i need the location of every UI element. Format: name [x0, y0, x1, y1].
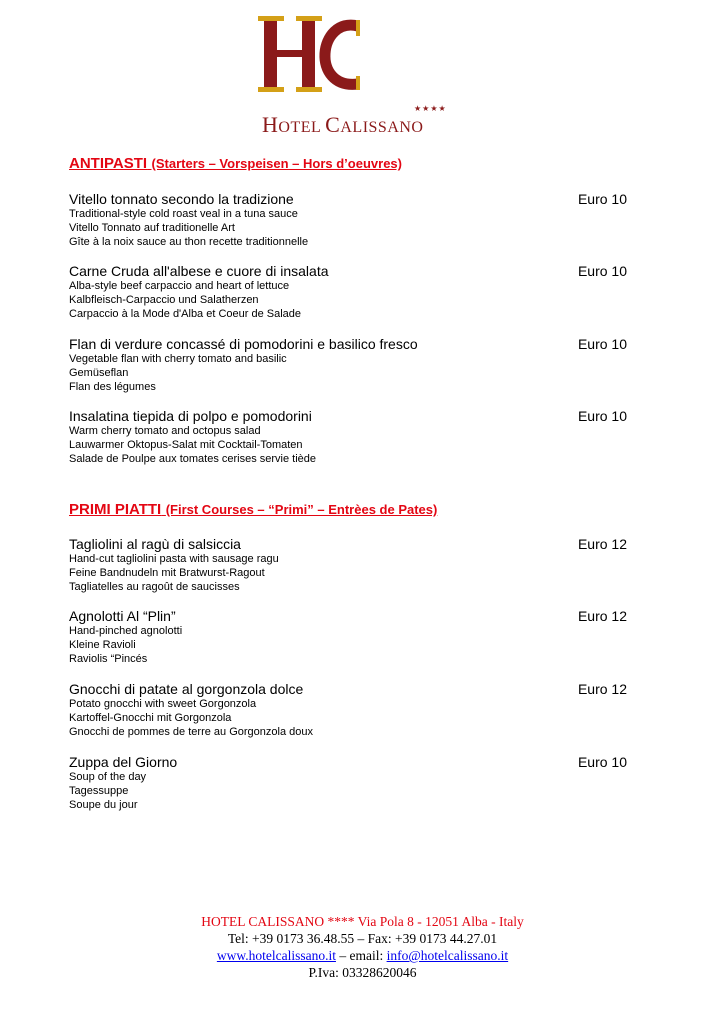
section-subtitle: (Starters – Vorspeisen – Hors d’oeuvres) [151, 156, 402, 171]
website-link[interactable]: www.hotelcalissano.it [216, 948, 336, 963]
item-desc-en: Hand-cut tagliolini pasta with sausage ragu [69, 553, 279, 565]
item-desc-en: Alba-style beef carpaccio and heart of lettuce [69, 280, 290, 292]
item-desc-de: Kartoffel-Gnocchi mit Gorgonzola [69, 712, 232, 724]
item-desc-fr: Raviolis “Pincés [69, 653, 148, 665]
item-price: Euro 10 [577, 754, 627, 770]
item-desc-de: Kleine Ravioli [69, 639, 136, 651]
hotel-logo [258, 12, 468, 137]
item-desc-fr: Gîte à la noix sauce au thon recette traditionnelle [69, 236, 309, 248]
hotel-stars: ★★★★ [414, 104, 447, 113]
item-desc-en: Warm cherry tomato and octopus salad [69, 425, 261, 437]
section-subtitle: (First Courses – “Primi” – Entrèes de Pates) [165, 502, 438, 517]
item-desc-fr: Tagliatelles au ragoût de saucisses [69, 581, 240, 593]
footer-address: HOTEL CALISSANO **** Via Pola 8 - 12051 Alba - Italy [201, 914, 524, 929]
item-desc-fr: Carpaccio à la Mode d'Alba et Coeur de Salade [69, 308, 302, 320]
item-price: Euro 10 [577, 336, 627, 352]
email-link[interactable]: info@hotelcalissano.it [386, 948, 509, 963]
item-name: Gnocchi di patate al gorgonzola dolce [69, 681, 304, 697]
email-label: – email: [335, 948, 387, 963]
item-desc-fr: Soupe du jour [69, 799, 138, 811]
footer-phone-fax: Tel: +39 0173 36.48.55 – Fax: +39 0173 44.27.01 [227, 931, 498, 946]
menu-item [69, 608, 629, 666]
item-desc-de: Gemüseflan [69, 367, 129, 379]
section-main-title: PRIMI PIATTI [69, 501, 162, 518]
footer-contact-line [0, 947, 725, 964]
item-desc-de: Feine Bandnudeln mit Bratwurst-Ragout [69, 567, 265, 579]
item-desc-en: Hand-pinched agnolotti [69, 625, 183, 637]
menu-item [69, 336, 629, 394]
menu-item [69, 681, 629, 739]
item-price: Euro 10 [577, 408, 627, 424]
item-desc-en: Traditional-style cold roast veal in a tuna sauce [69, 208, 298, 220]
section-main-title: ANTIPASTI [69, 155, 148, 172]
item-name: Tagliolini al ragù di salsiccia [69, 536, 241, 552]
item-name: Zuppa del Giorno [69, 754, 178, 770]
item-name: Agnolotti Al “Plin” [69, 608, 176, 624]
section-title-antipasti [69, 155, 402, 173]
menu-item [69, 754, 629, 812]
menu-item [69, 191, 629, 249]
item-price: Euro 12 [577, 536, 627, 552]
item-desc-en: Potato gnocchi with sweet Gorgonzola [69, 698, 257, 710]
section-title-primi-piatti [69, 501, 437, 519]
menu-item [69, 408, 629, 466]
item-desc-de: Lauwarmer Oktopus-Salat mit Cocktail-Tomaten [69, 439, 303, 451]
item-name: Insalatina tiepida di polpo e pomodorini [69, 408, 312, 424]
menu-item [69, 263, 629, 321]
item-desc-de: Tagessuppe [69, 785, 129, 797]
item-desc-de: Vitello Tonnato auf traditionelle Art [69, 222, 235, 234]
footer [0, 913, 725, 981]
hc-monogram-logo [258, 12, 468, 112]
item-name: Flan di verdure concassé di pomodorini e basilico fresco [69, 336, 418, 352]
item-desc-en: Vegetable flan with cherry tomato and basilic [69, 353, 287, 365]
item-desc-fr: Salade de Poulpe aux tomates cerises servie tiède [69, 453, 317, 465]
item-price: Euro 12 [577, 681, 627, 697]
item-price: Euro 12 [577, 608, 627, 624]
item-desc-en: Soup of the day [69, 771, 147, 783]
item-name: Vitello tonnato secondo la tradizione [69, 191, 294, 207]
item-price: Euro 10 [577, 191, 627, 207]
item-desc-fr: Flan des légumes [69, 381, 156, 393]
menu-item [69, 536, 629, 594]
footer-vat: P.Iva: 03328620046 [308, 965, 417, 980]
item-price: Euro 10 [577, 263, 627, 279]
item-desc-fr: Gnocchi de pommes de terre au Gorgonzola doux [69, 726, 313, 738]
hotel-name: HOTEL CALISSANO [262, 112, 424, 137]
item-desc-de: Kalbfleisch-Carpaccio und Salatherzen [69, 294, 259, 306]
item-name: Carne Cruda all'albese e cuore di insalata [69, 263, 329, 279]
